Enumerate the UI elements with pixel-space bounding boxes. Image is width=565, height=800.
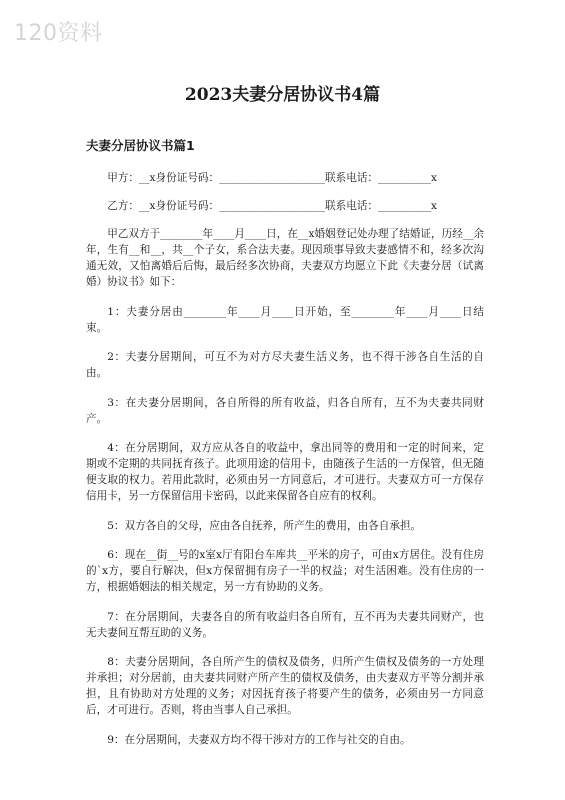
clause-5: 5：双方各自的父母，应由各自抚养，所产生的费用，由各自承担。 [107,519,422,532]
document-body [86,170,484,761]
clause-7: 7：在分居期间，夫妻各自的所有收益归各自所有，互不再为夫妻共同财产，也无夫妻间互帮互助的义务。 [86,610,484,639]
section-title: 夫妻分居协议书篇1 [86,138,195,153]
clause-1: 1：夫妻分居由________年____月____日开始，至________年____月____日结束。 [86,305,484,334]
agreement-preamble: 甲乙双方于________年____月____日，在__x婚姻登记处办理了结婚证，历经__余年，生有__和__，共__个子女，系合法夫妻。现因琐事导致夫妻感情不和，经多次沟通无效，又怕离婚后后悔，最后经多次协商，夫妻双方均愿立下此《夫妻分居（试离婚）协议书》如下： [86,228,484,288]
clause-9: 9：在分居期间，夫妻双方均不得干涉对方的工作与社交的自由。 [107,733,411,746]
clause-3: 3：在夫妻分居期间，各自所得的所有收益，归各自所有，互不为夫妻共同财产。 [86,396,484,425]
clause-8: 8：夫妻分居期间，各自所产生的债权及债务，归所产生债权及债务的一方处理并承担；对分居前，由夫妻共同财产所产生的债权及债务，由夫妻双方平等分割并承担，且有协助对方处理的义务；对因抚育孩子将要产生的债务，必须由另一方同意后，才可进行。否则，将由当事人自己承担。 [86,656,484,716]
clause-4: 4：在分居期间，双方应从各自的收益中，拿出同等的费用和一定的时间来，定期或不定期的共同抚育孩子。此项用途的信用卡，由随孩子生活的一方保管，但无随便支取的权力。若用此款时，必须由另一方同意后，才可进行。夫妻双方可一方保存信用卡，另一方保留信用卡密码，以此来保留各自应有的权利。 [86,442,484,502]
clause-2: 2：夫妻分居期间，可互不为对方尽夫妻生活义务，也不得干涉各自生活的自由。 [86,351,484,379]
document-title: 2023夫妻分居协议书4篇 [184,85,381,105]
clause-6: 6：现在__街__号的x室x厅有阳台车库共__平米的房子，可由x方居住。没有住房的`x方，要自行解决，但x方保留拥有房子一半的权益；对生活困难。没有住房的一方，根据婚姻法的相关规定，另一方有协助的义务。 [86,549,484,593]
party-a-line: 甲方：__x身份证号码：____________________联系电话：__________x [107,172,437,184]
watermark-logo: 120资料 [14,21,103,46]
party-b-line: 乙方：__x身份证号码：____________________联系电话：__________x [107,200,437,212]
